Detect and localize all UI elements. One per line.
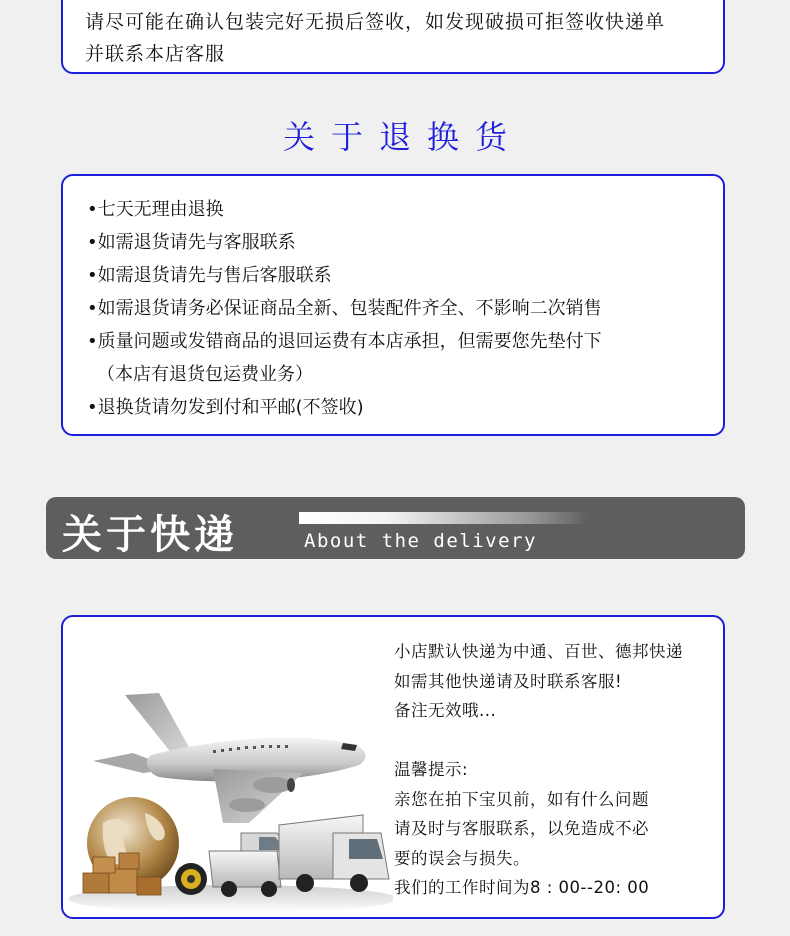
delivery-info-card (61, 615, 725, 919)
returns-item-note: （本店有退货包运费业务） (97, 364, 313, 385)
tips-line: 要的误会与损失。 (394, 848, 530, 868)
returns-item: •质量问题或发错商品的退回运费有本店承担，但需要您先垫付下 (87, 331, 602, 352)
tips-line: 亲您在拍下宝贝前，如有什么问题 (394, 789, 649, 809)
returns-item: •如需退货请先与售后客服联系 (87, 265, 332, 286)
returns-item: •七天无理由退换 (87, 199, 224, 220)
delivery-line: 小店默认快递为中通、百世、德邦快递 (394, 642, 683, 661)
notice-line: 请尽可能在确认包装完好无损后签收，如发现破损可拒签收快递单 (85, 11, 666, 33)
returns-item: •退换货请勿发到付和平邮(不签收) (87, 397, 364, 418)
delivery-line: 如需其他快递请及时联系客服! (394, 671, 623, 691)
airplane-truck-illustration (63, 673, 393, 918)
working-hours: 我们的工作时间为8 : 00--20: 00 (394, 878, 650, 897)
delivery-line: 备注无效哦... (394, 701, 497, 720)
notice-line: 并联系本店客服 (85, 43, 226, 65)
delivery-banner (46, 497, 745, 559)
returns-policy-card (61, 174, 725, 436)
returns-item: •如需退货请先与客服联系 (87, 232, 296, 253)
delivery-banner-title: 关于快递 (62, 512, 238, 558)
shipping-notice-card (61, 0, 725, 74)
delivery-banner-subtitle: About the delivery (304, 530, 537, 552)
tips-heading: 温馨提示: (394, 760, 469, 779)
spacer (394, 726, 725, 756)
delivery-text-block (394, 637, 725, 903)
banner-gradient-bar (299, 512, 589, 524)
returns-item: •如需退货请务必保证商品全新、包装配件齐全、不影响二次销售 (87, 298, 602, 319)
tips-line: 请及时与客服联系，以免造成不必 (394, 819, 649, 838)
returns-section-title: 关于退换货 (282, 118, 523, 156)
